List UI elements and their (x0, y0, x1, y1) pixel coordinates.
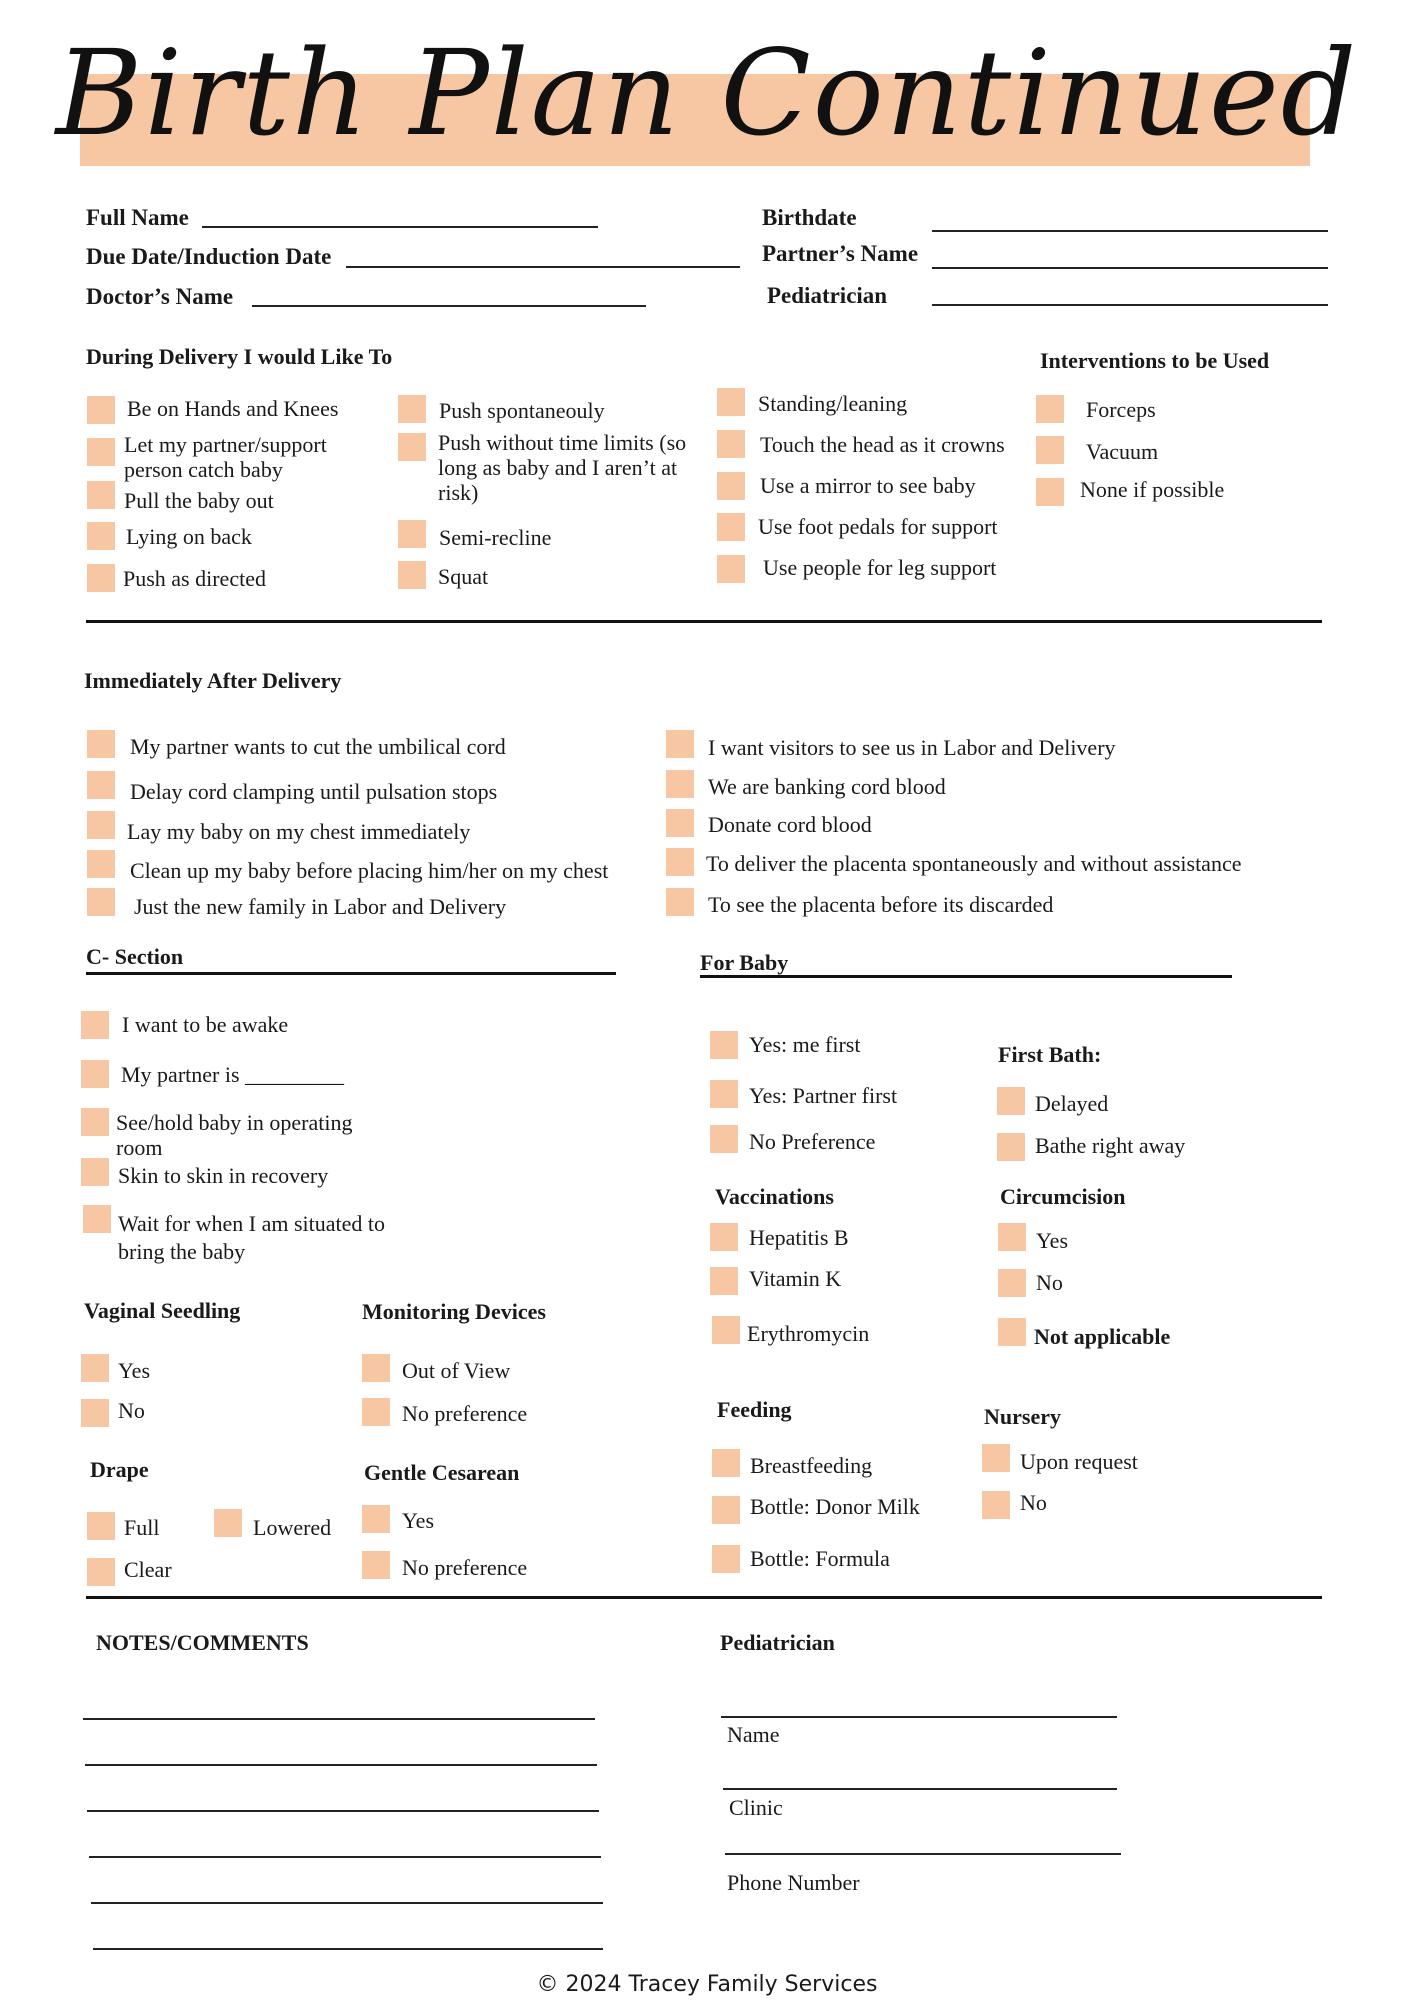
footer-copyright: © 2024 Tracey Family Services (536, 1972, 878, 1997)
checkbox[interactable] (666, 888, 694, 916)
delivery-option: Touch the head as it crowns (760, 432, 1005, 457)
after-option: Delay cord clamping until pulsation stops (130, 779, 498, 804)
checkbox[interactable] (1036, 478, 1064, 506)
first-bath-heading: First Bath: (998, 1042, 1102, 1067)
partner-name-field[interactable] (932, 267, 1328, 269)
notes-line[interactable] (87, 1810, 599, 1812)
checkbox[interactable] (712, 1496, 740, 1524)
section-divider (86, 1596, 1322, 1599)
checkbox[interactable] (87, 481, 115, 509)
checkbox[interactable] (81, 1354, 109, 1382)
vaccination-option: Vitamin K (749, 1266, 842, 1291)
ped-phone-label: Phone Number (727, 1870, 860, 1895)
checkbox[interactable] (214, 1509, 242, 1537)
ped-name-label: Name (727, 1722, 780, 1747)
checkbox[interactable] (982, 1444, 1010, 1472)
delivery-option: Use people for leg support (763, 555, 997, 580)
notes-line[interactable] (83, 1718, 595, 1720)
checkbox[interactable] (398, 561, 426, 589)
checkbox[interactable] (87, 811, 115, 839)
feeding-option: Bottle: Formula (750, 1546, 890, 1571)
intervention-option: None if possible (1080, 477, 1225, 502)
vaccinations-heading: Vaccinations (715, 1184, 834, 1209)
checkbox[interactable] (87, 564, 115, 592)
checkbox[interactable] (997, 1133, 1025, 1161)
vaginal-seedling-heading: Vaginal Seedling (84, 1298, 241, 1323)
monitoring-option: No preference (402, 1401, 528, 1426)
delivery-option: Lying on back (126, 524, 252, 549)
vaccination-option: Hepatitis B (749, 1225, 849, 1250)
feeding-heading: Feeding (717, 1397, 792, 1422)
checkbox[interactable] (717, 513, 745, 541)
checkbox[interactable] (998, 1269, 1026, 1297)
checkbox[interactable] (398, 395, 426, 423)
checkbox[interactable] (710, 1267, 738, 1295)
checkbox[interactable] (717, 555, 745, 583)
after-option: Just the new family in Labor and Delivery (134, 894, 507, 919)
checkbox[interactable] (1036, 436, 1064, 464)
checkbox[interactable] (997, 1087, 1025, 1115)
gentle-option: Yes (402, 1508, 435, 1533)
due-date-label: Due Date/Induction Date (86, 244, 332, 269)
baby-option: No Preference (749, 1129, 876, 1154)
csection-option: My partner is _________ (121, 1062, 345, 1087)
checkbox[interactable] (81, 1399, 109, 1427)
after-option: To deliver the placenta spontaneously and without assistance (706, 851, 1242, 876)
checkbox[interactable] (666, 730, 694, 758)
csection-option: Skin to skin in recovery (118, 1163, 329, 1188)
checkbox[interactable] (81, 1158, 109, 1186)
seedling-option: No (118, 1398, 145, 1423)
csection-option: See/hold baby in operating room (116, 1110, 353, 1160)
gentle-option: No preference (402, 1555, 528, 1580)
checkbox[interactable] (87, 850, 115, 878)
nursery-heading: Nursery (984, 1404, 1061, 1429)
csection-rule (86, 972, 616, 975)
delivery-option: Push as directed (123, 566, 266, 591)
checkbox[interactable] (87, 1558, 115, 1586)
nursery-option: No (1020, 1490, 1047, 1515)
after-option: We are banking cord blood (708, 774, 946, 799)
checkbox[interactable] (998, 1223, 1026, 1251)
after-delivery-heading: Immediately After Delivery (84, 668, 342, 693)
section-divider (86, 620, 1322, 623)
checkbox[interactable] (362, 1505, 390, 1533)
after-option: To see the placenta before its discarded (708, 892, 1054, 917)
bath-option: Delayed (1035, 1091, 1109, 1116)
monitoring-option: Out of View (402, 1358, 511, 1383)
checkbox[interactable] (398, 520, 426, 548)
delivery-option: Push spontaneouly (439, 398, 605, 423)
notes-heading: NOTES/COMMENTS (96, 1630, 309, 1655)
checkbox[interactable] (712, 1449, 740, 1477)
delivery-heading: During Delivery I would Like To (86, 344, 393, 369)
checkbox[interactable] (710, 1080, 738, 1108)
feeding-option: Bottle: Donor Milk (750, 1494, 920, 1519)
notes-line[interactable] (91, 1902, 603, 1904)
checkbox[interactable] (666, 770, 694, 798)
checkbox[interactable] (710, 1223, 738, 1251)
circumcision-option: Yes (1036, 1228, 1069, 1253)
pediatrician-field[interactable] (932, 304, 1328, 306)
doctor-name-field[interactable] (252, 305, 646, 307)
checkbox[interactable] (712, 1316, 740, 1344)
ped-clinic-label: Clinic (729, 1795, 783, 1820)
checkbox[interactable] (87, 771, 115, 799)
delivery-option: Use foot pedals for support (758, 514, 998, 539)
checkbox[interactable] (717, 472, 745, 500)
gentle-cesarean-heading: Gentle Cesarean (364, 1460, 520, 1485)
delivery-option: Pull the baby out (124, 488, 274, 513)
checkbox[interactable] (710, 1125, 738, 1153)
monitoring-heading: Monitoring Devices (362, 1299, 546, 1324)
checkbox[interactable] (712, 1545, 740, 1573)
intervention-option: Vacuum (1086, 439, 1159, 464)
page-title: Birth Plan Continued (55, 24, 1359, 162)
delivery-option: Let my partner/support person catch baby (124, 432, 327, 482)
drape-option: Lowered (253, 1515, 332, 1540)
checkbox[interactable] (362, 1398, 390, 1426)
ped-clinic-line[interactable] (723, 1788, 1117, 1790)
circumcision-heading: Circumcision (1000, 1184, 1126, 1209)
checkbox[interactable] (87, 438, 115, 466)
drape-option: Clear (124, 1557, 172, 1582)
checkbox[interactable] (87, 522, 115, 550)
circumcision-option: Not applicable (1034, 1324, 1171, 1349)
intervention-option: Forceps (1086, 397, 1156, 422)
checkbox[interactable] (398, 433, 426, 461)
seedling-option: Yes (118, 1358, 151, 1383)
checkbox[interactable] (982, 1491, 1010, 1519)
full-name-field[interactable] (202, 226, 598, 228)
ped-name-line[interactable] (721, 1716, 1117, 1718)
due-date-field[interactable] (346, 266, 740, 268)
delivery-option: Squat (438, 564, 489, 589)
checkbox[interactable] (998, 1318, 1026, 1346)
ped-phone-line[interactable] (725, 1853, 1121, 1855)
checkbox[interactable] (81, 1060, 109, 1088)
checkbox[interactable] (1036, 395, 1064, 423)
checkbox[interactable] (87, 1512, 115, 1540)
after-option: I want visitors to see us in Labor and Delivery (708, 735, 1116, 760)
csection-option: I want to be awake (122, 1012, 289, 1037)
after-option: Lay my baby on my chest immediately (127, 819, 471, 844)
checkbox[interactable] (666, 809, 694, 837)
baby-option: Yes: Partner first (749, 1083, 898, 1108)
delivery-option: Use a mirror to see baby (760, 473, 976, 498)
checkbox[interactable] (87, 888, 115, 916)
notes-line[interactable] (89, 1856, 601, 1858)
checkbox[interactable] (87, 396, 115, 424)
drape-heading: Drape (90, 1457, 149, 1482)
doctor-name-label: Doctor’s Name (86, 284, 234, 309)
csection-option: Wait for when I am situated to bring the baby (118, 1211, 386, 1264)
after-option: Clean up my baby before placing him/her on my chest (130, 858, 609, 883)
circumcision-option: No (1036, 1270, 1063, 1295)
birthdate-field[interactable] (932, 230, 1328, 232)
delivery-option: Be on Hands and Knees (127, 396, 339, 421)
feeding-option: Breastfeeding (750, 1453, 873, 1478)
notes-line[interactable] (93, 1948, 603, 1950)
checkbox[interactable] (666, 848, 694, 876)
pediatrician-section-heading: Pediatrician (720, 1630, 835, 1655)
after-option: Donate cord blood (708, 812, 872, 837)
delivery-option: Semi-recline (439, 525, 552, 550)
checkbox[interactable] (362, 1354, 390, 1382)
delivery-option: Standing/leaning (758, 391, 908, 416)
pediatrician-label: Pediatrician (767, 283, 888, 308)
checkbox[interactable] (81, 1011, 109, 1039)
checkbox[interactable] (717, 430, 745, 458)
checkbox[interactable] (362, 1551, 390, 1579)
birthdate-label: Birthdate (762, 205, 857, 230)
partner-name-label: Partner’s Name (762, 241, 919, 266)
checkbox[interactable] (83, 1205, 111, 1233)
notes-line[interactable] (85, 1764, 597, 1766)
bath-option: Bathe right away (1035, 1133, 1186, 1158)
drape-option: Full (124, 1515, 160, 1540)
for-baby-rule (700, 975, 1232, 978)
checkbox[interactable] (87, 730, 115, 758)
checkbox[interactable] (81, 1108, 109, 1136)
full-name-label: Full Name (86, 205, 189, 230)
after-option: My partner wants to cut the umbilical cord (130, 734, 506, 759)
baby-option: Yes: me first (749, 1032, 861, 1057)
checkbox[interactable] (710, 1031, 738, 1059)
csection-heading: C- Section (86, 944, 184, 969)
delivery-option: Push without time limits (so long as baby and I aren’t at risk) (438, 430, 687, 505)
vaccination-option: Erythromycin (747, 1321, 870, 1346)
for-baby-heading: For Baby (700, 950, 789, 975)
nursery-option: Upon request (1020, 1449, 1138, 1474)
checkbox[interactable] (717, 388, 745, 416)
interventions-heading: Interventions to be Used (1040, 348, 1270, 373)
